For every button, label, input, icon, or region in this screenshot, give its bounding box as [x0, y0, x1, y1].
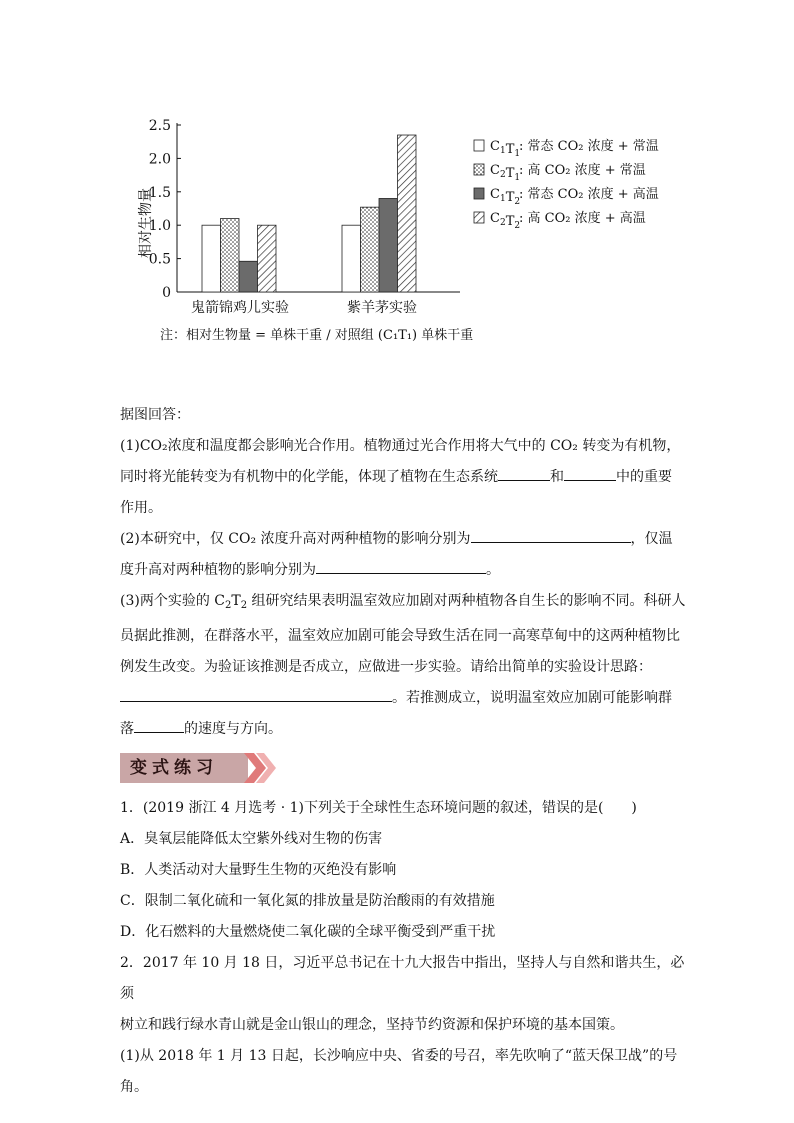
legend-label-C1T2: : 常态 CO₂ 浓度 + 高温 — [519, 187, 659, 202]
question-2-line-2 — [120, 555, 690, 586]
question-1-text-a: 同时将光能转变为有机物中的化学能，体现了植物在生态系统 — [120, 469, 498, 485]
option-c[interactable]: C．限制二氧化硫和一氧化氮的排放量是防治酸雨的有效措施 — [120, 893, 495, 909]
y-tick-label: 2.5 — [148, 118, 171, 134]
option-b[interactable]: B．人类活动对大量野生生物的灭绝没有影响 — [120, 862, 397, 878]
section-banner-title: 变式练习 — [120, 753, 248, 783]
question-2-text-d: 。 — [486, 562, 500, 578]
practice-question-1: 1．(2019 浙江 4 月选考 · 1)下列关于全球性生态环境问题的叙述，错误的是( ) — [120, 800, 637, 816]
practice-question-2-line-2: 树立和践行绿水青山就是金山银山的理念，坚持节约资源和保护环境的基本国策。 — [120, 1017, 624, 1033]
legend-label-C2T2: : 高 CO₂ 浓度 + 高温 — [519, 211, 646, 226]
y-tick-label: 1.0 — [148, 218, 171, 235]
legend-label-C2T1: : 高 CO₂ 浓度 + 常温 — [519, 163, 646, 178]
bar-C1T1-0 — [202, 225, 221, 292]
question-3-line-3: 例发生改变。为验证该推测是否成立，应做进一步实验。请给出简单的实验设计思路： — [120, 659, 652, 675]
chevron-right-icon — [256, 753, 278, 783]
practice-question-2-line-3: (1)从 2018 年 1 月 13 日起，长沙响应中央、省委的号召，率先吹响了“蓝天保卫战”的号角。 — [120, 1048, 678, 1095]
question-1-line-2 — [120, 462, 690, 493]
question-3-text-b: 组研究结果表明温室效应加剧对两种植物各自生长的影响不同。科研人 — [247, 593, 686, 609]
answer-blank[interactable] — [564, 466, 616, 481]
question-1-line-1: (1)CO₂浓度和温度都会影响光合作用。植物通过光合作用将大气中的 CO₂ 转变为有机物， — [120, 438, 681, 454]
question-3-text-c: 。若推测成立，说明温室效应加剧可能影响群 — [392, 690, 672, 706]
y-tick-label: 2.0 — [148, 151, 171, 168]
option-d[interactable]: D．化石燃料的大量燃烧使二氧化碳的全球平衡受到严重干扰 — [120, 924, 496, 940]
option-a[interactable]: A．臭氧层能降低太空紫外线对生物的伤害 — [120, 831, 383, 847]
answer-blank[interactable] — [134, 718, 184, 733]
question-content — [120, 400, 690, 1103]
legend-key-C1T2: $C_1T_2$ — [490, 187, 521, 207]
bar-C2T1-1 — [361, 207, 380, 292]
legend-swatch-C1T2 — [474, 188, 484, 199]
question-3-line-4 — [120, 683, 690, 714]
subscript: 2 — [225, 600, 232, 611]
y-tick-label: 0 — [162, 285, 171, 301]
answer-blank[interactable] — [316, 559, 486, 574]
question-1-line-3: 作用。 — [120, 500, 162, 516]
bar-chart — [120, 105, 680, 355]
x-category-label: 鬼箭锦鸡儿实验 — [191, 300, 289, 316]
legend-key-C2T1: $C_2T_1$ — [490, 163, 521, 183]
y-axis-label: 相对生物量 — [138, 188, 154, 258]
bar-C1T1-1 — [342, 225, 361, 292]
bar-C1T2-1 — [379, 198, 398, 292]
bar-C2T2-0 — [258, 225, 277, 292]
bar-C1T2-0 — [239, 261, 258, 292]
question-1-text-b: 和 — [550, 469, 564, 485]
legend-key-C2T2: $C_2T_2$ — [490, 211, 521, 231]
legend-swatch-C1T1 — [474, 140, 484, 151]
legend-label-C1T1: : 常态 CO₂ 浓度 + 常温 — [519, 139, 659, 154]
question-2-text-c: 度升高对两种植物的影响分别为 — [120, 562, 316, 578]
question-3-line-1 — [120, 586, 690, 621]
legend-key-C1T1: $C_1T_1$ — [490, 139, 521, 159]
legend-swatch-C2T2 — [474, 212, 484, 223]
question-3-line-5 — [120, 714, 690, 745]
question-3-line-2: 员据此推测，在群落水平，温室效应加剧可能会导致生活在同一高寒草甸中的这两种植物比 — [120, 628, 680, 644]
bar-C2T1-0 — [221, 219, 240, 292]
question-3-text-e: 的速度与方向。 — [184, 721, 282, 737]
answer-blank[interactable] — [471, 528, 631, 543]
question-2-text-a: (2)本研究中，仅 CO₂ 浓度升高对两种植物的影响分别为 — [120, 531, 471, 547]
x-category-label: 紫羊茅实验 — [347, 300, 417, 316]
bar-C2T2-1 — [398, 135, 417, 292]
legend-swatch-C2T1 — [474, 164, 484, 175]
practice-question-2-line-1: 2．2017 年 10 月 18 日，习近平总书记在十九大报告中指出，坚持人与自然和谐共生，必须 — [120, 955, 685, 1002]
question-2-text-b: ，仅温 — [630, 531, 673, 547]
subscript: 2 — [240, 600, 248, 611]
intro-text: 据图回答： — [120, 407, 190, 423]
question-1-text-c: 中的重要 — [616, 469, 672, 485]
chart-note: 注：相对生物量 = 单株干重 / 对照组 (C₁T₁) 单株干重 — [160, 328, 474, 343]
y-tick-label: 0.5 — [148, 251, 171, 268]
question-3-text-a: (3)两个实验的 C — [120, 593, 225, 609]
y-tick-label: 1.5 — [148, 184, 171, 201]
question-3-text-t: T — [231, 593, 241, 609]
question-2-line-1 — [120, 524, 690, 555]
question-3-text-d: 落 — [120, 721, 134, 737]
answer-blank[interactable] — [120, 687, 392, 702]
section-banner — [120, 751, 690, 785]
answer-blank[interactable] — [498, 466, 550, 481]
